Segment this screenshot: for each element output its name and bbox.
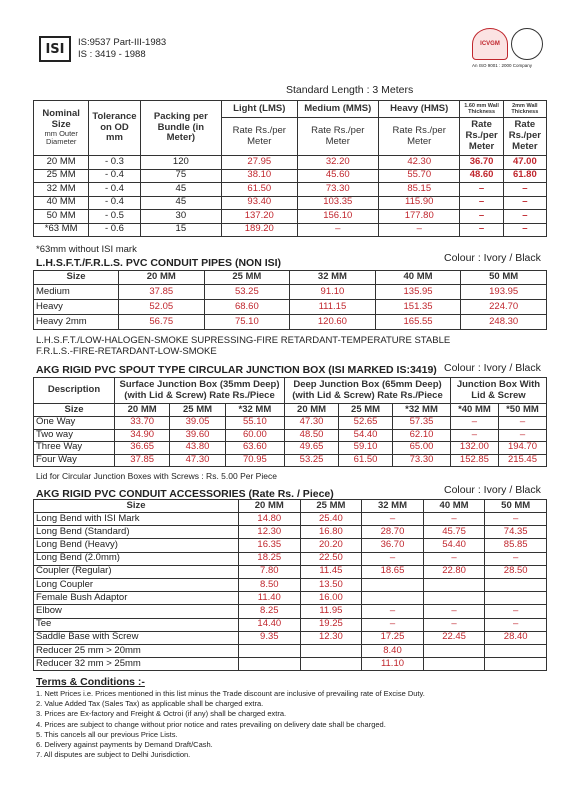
rate-cell <box>423 578 485 591</box>
tolerance-cell: - 0.4 <box>89 196 140 210</box>
pipe-rate-table <box>33 100 547 237</box>
standard-length: Standard Length : 3 Meters <box>286 84 414 96</box>
rate-cell <box>300 644 362 657</box>
rate-cell: 120.60 <box>290 315 376 330</box>
heavy-rate-cell: 42.30 <box>378 156 459 170</box>
col-header: Size <box>34 271 119 285</box>
rate-cell: – <box>423 618 485 631</box>
table2-colour: Colour : Ivory / Black <box>444 252 541 264</box>
col-header: 50 MM <box>485 500 547 513</box>
size-cell: 25 MM <box>34 169 89 183</box>
table-row <box>34 526 547 539</box>
heavy-rate-cell: 85.15 <box>378 183 459 197</box>
light-rate-cell: 93.40 <box>222 196 297 210</box>
rate-cell: 11.40 <box>239 592 301 605</box>
rate-cell: 13.50 <box>300 578 362 591</box>
rate-cell: 61.50 <box>339 454 393 467</box>
rate-cell: 152.85 <box>450 454 498 467</box>
size-header: *40 MM <box>450 404 498 417</box>
rate-cell: 55.10 <box>225 417 284 430</box>
col-header: 20 MM <box>239 500 301 513</box>
terms-item: 5. This cancels all our previous Price Lists. <box>36 729 178 739</box>
col-deep-box: Deep Junction Box (65mm Deep) (with Lid & Screw) Rate Rs./Piece <box>285 378 451 404</box>
table4-colour: Colour : Ivory / Black <box>444 484 541 496</box>
rate-cell: 57.35 <box>393 417 451 430</box>
col-tolerance: Tolerance on OD mm <box>89 101 140 156</box>
medium-rate-cell: 103.35 <box>297 196 378 210</box>
rate-cell: 45.75 <box>423 526 485 539</box>
row-label: Two way <box>34 429 115 442</box>
rate-cell: 165.55 <box>375 315 461 330</box>
is-line: IS : 3419 - 1988 <box>78 49 146 60</box>
rate-cell: 68.60 <box>204 300 290 315</box>
packing-cell: 75 <box>140 169 221 183</box>
row-label: Long Coupler <box>34 578 239 591</box>
rate-cell <box>239 644 301 657</box>
rate-cell: 22.80 <box>423 565 485 578</box>
rate-cell: – <box>450 417 498 430</box>
rate-cell: 39.05 <box>170 417 225 430</box>
rate-cell: – <box>423 605 485 618</box>
wall2-rate-cell: – <box>503 183 546 197</box>
rate-cell: 16.80 <box>300 526 362 539</box>
rate-cell: – <box>485 618 547 631</box>
rate-cell: 11.10 <box>362 658 424 671</box>
size-header: *32 MM <box>393 404 451 417</box>
row-label: Long Bend with ISI Mark <box>34 513 239 526</box>
rate-cell: 8.50 <box>239 578 301 591</box>
rate-cell: 37.85 <box>119 285 205 300</box>
size-header: 20 MM <box>285 404 339 417</box>
lhsft-definition: L.H.S.F.T./LOW-HALOGEN-SMOKE SUPRESSING-FIRE RETARDANT-TEMPERATURE STABLE <box>36 335 451 346</box>
rate-cell: 14.80 <box>239 513 301 526</box>
table-row <box>34 196 547 210</box>
col-nominal-size: Nominal Size <box>42 108 80 130</box>
col-2mm-wall: 2mm Wall Thickness <box>503 101 546 118</box>
rate-cell: 49.65 <box>285 442 339 455</box>
rate-cell: 28.50 <box>485 565 547 578</box>
wall2-rate-cell: – <box>503 210 546 224</box>
table-row <box>34 442 547 455</box>
rate-label: Rate Rs./per Meter <box>503 118 546 156</box>
table-row <box>34 618 547 631</box>
rate-cell: – <box>485 605 547 618</box>
table-row <box>34 315 547 330</box>
rate-cell <box>485 644 547 657</box>
brand-logos <box>472 28 546 68</box>
rate-cell: 16.35 <box>239 539 301 552</box>
packing-cell: 30 <box>140 210 221 224</box>
row-label: Saddle Base with Screw <box>34 631 239 644</box>
rate-cell: – <box>362 552 424 565</box>
rate-cell: 75.10 <box>204 315 290 330</box>
size-cell: 50 MM <box>34 210 89 224</box>
rate-cell: 70.95 <box>225 454 284 467</box>
packing-cell: 45 <box>140 183 221 197</box>
size-cell: 32 MM <box>34 183 89 197</box>
row-label: Heavy <box>34 300 119 315</box>
terms-item: 2. Value Added Tax (Sales Tax) as applicable shall be charged extra. <box>36 699 264 709</box>
tolerance-cell: - 0.3 <box>89 156 140 170</box>
packing-cell: 45 <box>140 196 221 210</box>
rate-cell: 43.80 <box>170 442 225 455</box>
rate-cell: 8.25 <box>239 605 301 618</box>
rate-cell: 17.25 <box>362 631 424 644</box>
rate-cell: 132.00 <box>450 442 498 455</box>
table-row <box>34 644 547 657</box>
row-label: Long Bend (Standard) <box>34 526 239 539</box>
rate-cell: 194.70 <box>498 442 546 455</box>
wall160-rate-cell: 36.70 <box>460 156 503 170</box>
rate-cell <box>423 658 485 671</box>
rate-cell: – <box>423 513 485 526</box>
table-row <box>34 513 547 526</box>
table-row <box>34 658 547 671</box>
rate-cell: 36.70 <box>362 539 424 552</box>
rate-cell: 111.15 <box>290 300 376 315</box>
light-rate-cell: 27.95 <box>222 156 297 170</box>
rate-cell: 74.35 <box>485 526 547 539</box>
rate-cell: 14.40 <box>239 618 301 631</box>
rate-cell: – <box>362 513 424 526</box>
wall160-rate-cell: – <box>460 183 503 197</box>
rate-cell: 12.30 <box>300 631 362 644</box>
rate-cell: 248.30 <box>461 315 547 330</box>
rate-cell: 56.75 <box>119 315 205 330</box>
col-header: 32 MM <box>290 271 376 285</box>
row-label: Elbow <box>34 605 239 618</box>
rate-cell: 224.70 <box>461 300 547 315</box>
size-header: 25 MM <box>170 404 225 417</box>
table-row <box>34 429 547 442</box>
medium-rate-cell: 32.20 <box>297 156 378 170</box>
row-label: Four Way <box>34 454 115 467</box>
row-label: One Way <box>34 417 115 430</box>
rate-cell: 53.25 <box>285 454 339 467</box>
tolerance-cell: - 0.5 <box>89 210 140 224</box>
rate-cell: 8.40 <box>362 644 424 657</box>
size-sub: mm Outer Diameter <box>44 129 78 147</box>
col-light: Light (LMS) <box>222 101 297 118</box>
rate-cell: 20.20 <box>300 539 362 552</box>
rate-cell: – <box>485 552 547 565</box>
lid-note: Lid for Circular Junction Boxes with Screws : Rs. 5.00 Per Piece <box>36 471 277 481</box>
rate-cell: 36.65 <box>115 442 170 455</box>
row-label: Tee <box>34 618 239 631</box>
rate-cell: 12.30 <box>239 526 301 539</box>
size-cell: 40 MM <box>34 196 89 210</box>
light-rate-cell: 189.20 <box>222 223 297 237</box>
row-label: Reducer 25 mm > 20mm <box>34 644 239 657</box>
isi-logo: ISI <box>39 36 71 62</box>
terms-list <box>36 689 425 760</box>
tolerance-cell: - 0.4 <box>89 183 140 197</box>
col-header: 40 MM <box>375 271 461 285</box>
table2-title: L.H.S.F.T./F.R.L.S. PVC CONDUIT PIPES (NON ISI) <box>36 257 282 269</box>
wall160-rate-cell: – <box>460 196 503 210</box>
wall2-rate-cell: 61.80 <box>503 169 546 183</box>
table-row <box>34 285 547 300</box>
rate-cell: 7.80 <box>239 565 301 578</box>
table-row <box>34 156 547 170</box>
rate-cell: 16.00 <box>300 592 362 605</box>
size-header: 20 MM <box>115 404 170 417</box>
col-packing: Packing per Bundle (in Meter) <box>140 101 221 156</box>
rate-cell: 53.25 <box>204 285 290 300</box>
rate-cell: 54.40 <box>339 429 393 442</box>
non-isi-pipe-table <box>33 270 547 330</box>
table2-notes <box>36 335 450 357</box>
size-header: *50 MM <box>498 404 546 417</box>
rate-cell: 59.10 <box>339 442 393 455</box>
table-row <box>34 223 547 237</box>
col-header: 25 MM <box>204 271 290 285</box>
table-row <box>34 631 547 644</box>
row-label: Long Bend (2.0mm) <box>34 552 239 565</box>
rate-cell: 18.25 <box>239 552 301 565</box>
table-row <box>34 417 547 430</box>
rate-cell: 19.25 <box>300 618 362 631</box>
rate-cell: 22.45 <box>423 631 485 644</box>
tolerance-cell: - 0.4 <box>89 169 140 183</box>
frls-definition: F.R.L.S.-FIRE-RETARDANT-LOW-SMOKE <box>36 346 217 357</box>
wall2-rate-cell: – <box>503 196 546 210</box>
rate-cell: 60.00 <box>225 429 284 442</box>
rate-cell: 25.40 <box>300 513 362 526</box>
table4-title: AKG RIGID PVC CONDUIT ACCESSORIES (Rate Rs. / Piece) <box>36 488 334 500</box>
accessories-table <box>33 499 547 671</box>
rate-cell: 9.35 <box>239 631 301 644</box>
wall160-rate-cell: 48.60 <box>460 169 503 183</box>
rate-cell <box>362 578 424 591</box>
wall2-rate-cell: 47.00 <box>503 156 546 170</box>
row-label: Heavy 2mm <box>34 315 119 330</box>
wall160-rate-cell: – <box>460 210 503 224</box>
rate-cell: 47.30 <box>170 454 225 467</box>
rate-label: Rate Rs./per Meter <box>297 118 378 156</box>
col-header: 40 MM <box>423 500 485 513</box>
terms-item: 1. Nett Prices i.e. Prices mentioned in this list minus the Trade discount are inclusive of prevailing rate of Excise Duty. <box>36 689 425 698</box>
table-row <box>34 454 547 467</box>
wall2-rate-cell: – <box>503 223 546 237</box>
rate-cell: 52.05 <box>119 300 205 315</box>
rate-cell: 11.45 <box>300 565 362 578</box>
rate-cell: 151.35 <box>375 300 461 315</box>
rate-cell: 54.40 <box>423 539 485 552</box>
heavy-rate-cell: 177.80 <box>378 210 459 224</box>
rate-cell: – <box>498 417 546 430</box>
packing-cell: 120 <box>140 156 221 170</box>
rate-cell: – <box>362 605 424 618</box>
light-rate-cell: 38.10 <box>222 169 297 183</box>
rate-cell: 85.85 <box>485 539 547 552</box>
rate-cell: – <box>362 618 424 631</box>
heavy-rate-cell: 55.70 <box>378 169 459 183</box>
size-header: 25 MM <box>339 404 393 417</box>
rate-cell: 62.10 <box>393 429 451 442</box>
is-line: IS:9537 Part-III-1983 <box>78 37 167 48</box>
rate-cell: 193.95 <box>461 285 547 300</box>
light-rate-cell: 61.50 <box>222 183 297 197</box>
rate-cell: – <box>450 429 498 442</box>
rate-cell: – <box>423 552 485 565</box>
heavy-rate-cell: 115.90 <box>378 196 459 210</box>
medium-rate-cell: 156.10 <box>297 210 378 224</box>
row-label: Three Way <box>34 442 115 455</box>
row-label: Medium <box>34 285 119 300</box>
light-rate-cell: 137.20 <box>222 210 297 224</box>
rate-cell: 39.60 <box>170 429 225 442</box>
iso-text: An ISO 9001 : 2000 Company <box>472 63 533 68</box>
size-cell: 20 MM <box>34 156 89 170</box>
table-row <box>34 605 547 618</box>
rate-cell: 65.00 <box>393 442 451 455</box>
terms-title: Terms & Conditions :- <box>36 676 145 688</box>
rate-cell: 28.70 <box>362 526 424 539</box>
col-header: 32 MM <box>362 500 424 513</box>
col-medium: Medium (MMS) <box>297 101 378 118</box>
table-row <box>34 210 547 224</box>
rate-cell: 22.50 <box>300 552 362 565</box>
col-surface-box: Surface Junction Box (35mm Deep) (with Lid & Screw) Rate Rs./Piece <box>115 378 285 404</box>
certification-seal-icon <box>511 28 543 60</box>
table-row <box>34 169 547 183</box>
size-header: *32 MM <box>225 404 284 417</box>
table-row <box>34 552 547 565</box>
row-label: Female Bush Adaptor <box>34 592 239 605</box>
brand-logo-text: ICVGM <box>480 41 500 47</box>
rate-cell: 18.65 <box>362 565 424 578</box>
table3-colour: Colour : Ivory / Black <box>444 362 541 374</box>
rate-cell <box>485 658 547 671</box>
rate-cell: 215.45 <box>498 454 546 467</box>
heavy-rate-cell: – <box>378 223 459 237</box>
rate-cell: 73.30 <box>393 454 451 467</box>
rate-cell <box>423 592 485 605</box>
rate-label: Rate Rs./per Meter <box>460 118 503 156</box>
rate-cell: 135.95 <box>375 285 461 300</box>
col-160-wall: 1.60 mm Wall Thickness <box>460 101 503 118</box>
packing-cell: 15 <box>140 223 221 237</box>
rate-cell: – <box>485 513 547 526</box>
medium-rate-cell: 45.60 <box>297 169 378 183</box>
rate-cell: – <box>498 429 546 442</box>
table1-note: *63mm without ISI mark <box>36 244 137 255</box>
terms-item: 4. Prices are subject to change without prior notice and rates prevailing on delivery date shall be charged. <box>36 719 386 729</box>
medium-rate-cell: 73.30 <box>297 183 378 197</box>
rate-cell: 63.60 <box>225 442 284 455</box>
rate-cell: 91.10 <box>290 285 376 300</box>
rate-cell <box>239 658 301 671</box>
wall160-rate-cell: – <box>460 223 503 237</box>
size-header: Size <box>34 404 115 417</box>
table-row <box>34 565 547 578</box>
medium-rate-cell: – <box>297 223 378 237</box>
tolerance-cell: - 0.6 <box>89 223 140 237</box>
rate-cell: 37.85 <box>115 454 170 467</box>
rate-cell <box>423 644 485 657</box>
rate-cell: 52.65 <box>339 417 393 430</box>
row-label: Coupler (Regular) <box>34 565 239 578</box>
rate-cell: 33.70 <box>115 417 170 430</box>
row-label: Long Bend (Heavy) <box>34 539 239 552</box>
table-row <box>34 183 547 197</box>
rate-cell: 28.40 <box>485 631 547 644</box>
col-description: Description <box>34 378 115 404</box>
brand-emblem-icon <box>472 28 508 60</box>
junction-box-table <box>33 377 547 467</box>
rate-cell: 47.30 <box>285 417 339 430</box>
table3-title: AKG RIGID PVC SPOUT TYPE CIRCULAR JUNCTION BOX (ISI MARKED IS:3419) <box>36 364 437 376</box>
rate-cell: 11.95 <box>300 605 362 618</box>
rate-cell <box>485 592 547 605</box>
col-junction-box: Junction Box With Lid & Screw <box>450 378 546 404</box>
rate-label: Rate Rs./per Meter <box>222 118 297 156</box>
table-row <box>34 578 547 591</box>
col-header: Size <box>34 500 239 513</box>
col-header: 20 MM <box>119 271 205 285</box>
rate-cell <box>362 592 424 605</box>
rate-cell: 34.90 <box>115 429 170 442</box>
col-header: 50 MM <box>461 271 547 285</box>
is-standards <box>78 37 166 61</box>
rate-cell <box>300 658 362 671</box>
col-header: 25 MM <box>300 500 362 513</box>
table-row <box>34 592 547 605</box>
size-cell: *63 MM <box>34 223 89 237</box>
rate-cell: 48.50 <box>285 429 339 442</box>
col-heavy: Heavy (HMS) <box>378 101 459 118</box>
row-label: Reducer 32 mm > 25mm <box>34 658 239 671</box>
table-row <box>34 300 547 315</box>
rate-cell <box>485 578 547 591</box>
terms-item: 6. Delivery against payments by Demand Draft/Cash. <box>36 740 213 750</box>
rate-label: Rate Rs./per Meter <box>378 118 459 156</box>
terms-item: 3. Prices are Ex-factory and Freight & Octroi (if any) shall be charged extra. <box>36 709 287 719</box>
terms-item: 7. All disputes are subject to Delhi Jurisdiction. <box>36 750 191 760</box>
table-row <box>34 539 547 552</box>
